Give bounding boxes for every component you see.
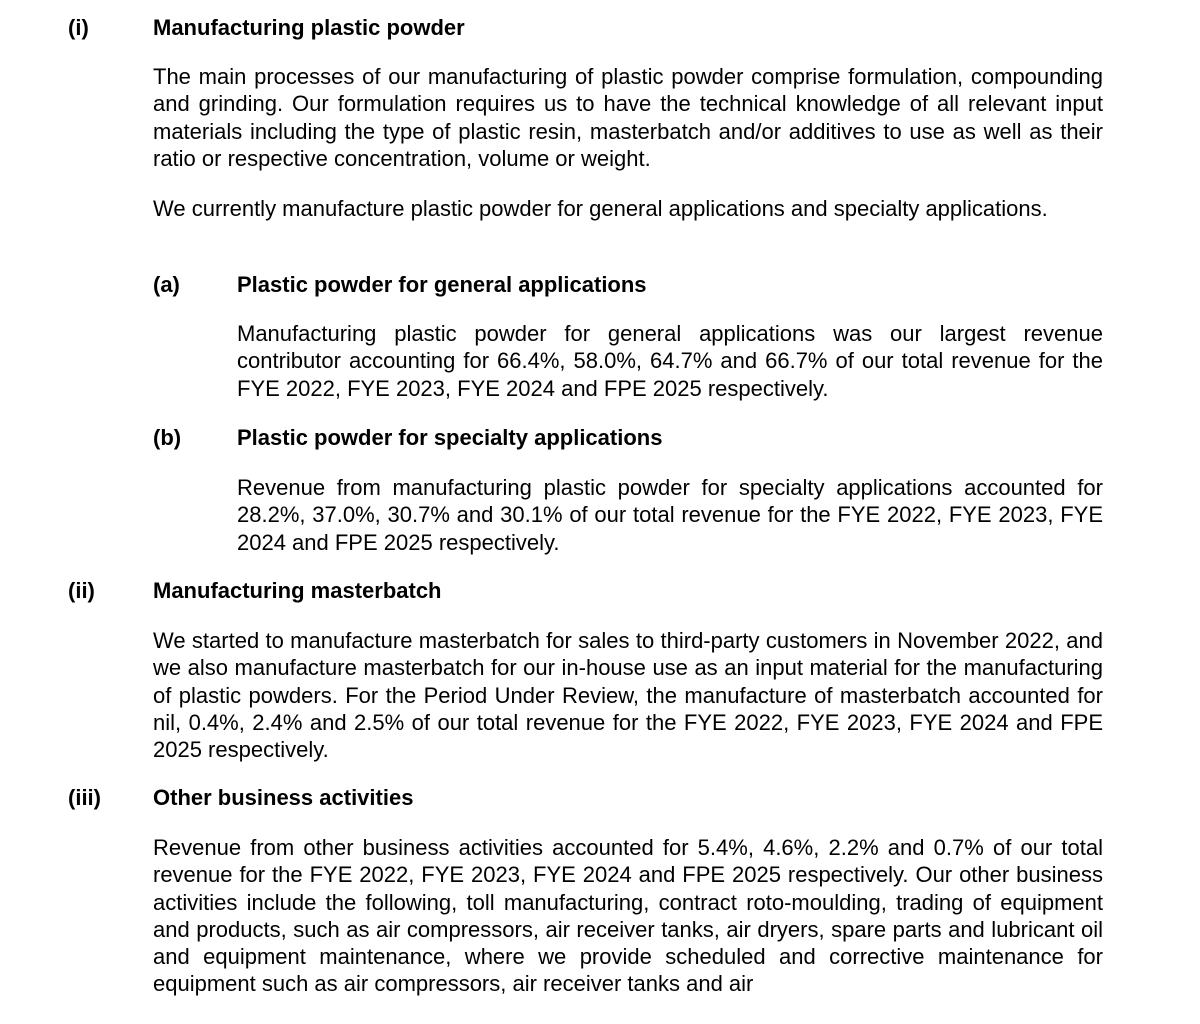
subsection-title: Plastic powder for specialty applications <box>237 425 663 450</box>
subsection-title: Plastic powder for general applications <box>237 272 647 297</box>
subsection-heading-a <box>0 271 1200 301</box>
section-paragraph: Revenue from other business activities accounted for 5.4%, 4.6%, 2.2% and 0.7% of our total revenue for the FYE 2022, FYE 2023, FYE 2024 and FPE 2025 respectively. Our other business activities include the following, toll manufacturing, contract roto-moulding, trading of equipment and products, such as air compressors, air receiver tanks, air dryers, spare parts and lubricant oil and equipment maintenance, where we provide scheduled and corrective maintenance for equipment such as air compressors, air receiver tanks and air <box>153 835 1103 997</box>
subsection-paragraph: Revenue from manufacturing plastic powder for specialty applications accounted for 28.2%, 37.0%, 30.7% and 30.1% of our total revenue for the FYE 2022, FYE 2023, FYE 2024 and FPE 2025 respectively. <box>237 475 1103 555</box>
section-heading-iii <box>0 784 1200 814</box>
subsection-heading-b <box>0 424 1200 454</box>
section-marker: (ii) <box>68 578 95 603</box>
section-marker: (i) <box>68 15 89 40</box>
section-title: Manufacturing masterbatch <box>153 578 442 603</box>
section-title: Other business activities <box>153 785 414 810</box>
section-paragraph: The main processes of our manufacturing of plastic powder comprise formulation, compounding and grinding. Our formulation requires us to have the technical knowledge of all relevant input materials including the type of plastic resin, masterbatch and/or additives to use as well as their ratio or respective concentration, volume or weight. <box>153 64 1103 171</box>
subsection-paragraph: Manufacturing plastic powder for general applications was our largest revenue contributor accounting for 66.4%, 58.0%, 64.7% and 66.7% of our total revenue for the FYE 2022, FYE 2023, FYE 2024 and FPE 2025 respectively. <box>237 321 1103 401</box>
subsection-marker: (b) <box>153 425 182 450</box>
section-paragraph: We started to manufacture masterbatch for sales to third-party customers in November 2022, and we also manufacture masterbatch for our in-house use as an input material for the manufacturing of plastic powders. For the Period Under Review, the manufacture of masterbatch accounted for nil, 0.4%, 2.4% and 2.5% of our total revenue for the FYE 2022, FYE 2023, FYE 2024 and FPE 2025 respectively. <box>153 628 1103 763</box>
section-marker: (iii) <box>68 785 101 810</box>
section-heading-i <box>0 14 1200 44</box>
subsection-marker: (a) <box>153 272 180 297</box>
section-heading-ii <box>0 577 1200 607</box>
section-paragraph: We currently manufacture plastic powder for general applications and specialty applications. <box>153 196 1048 221</box>
section-title: Manufacturing plastic powder <box>153 15 465 40</box>
